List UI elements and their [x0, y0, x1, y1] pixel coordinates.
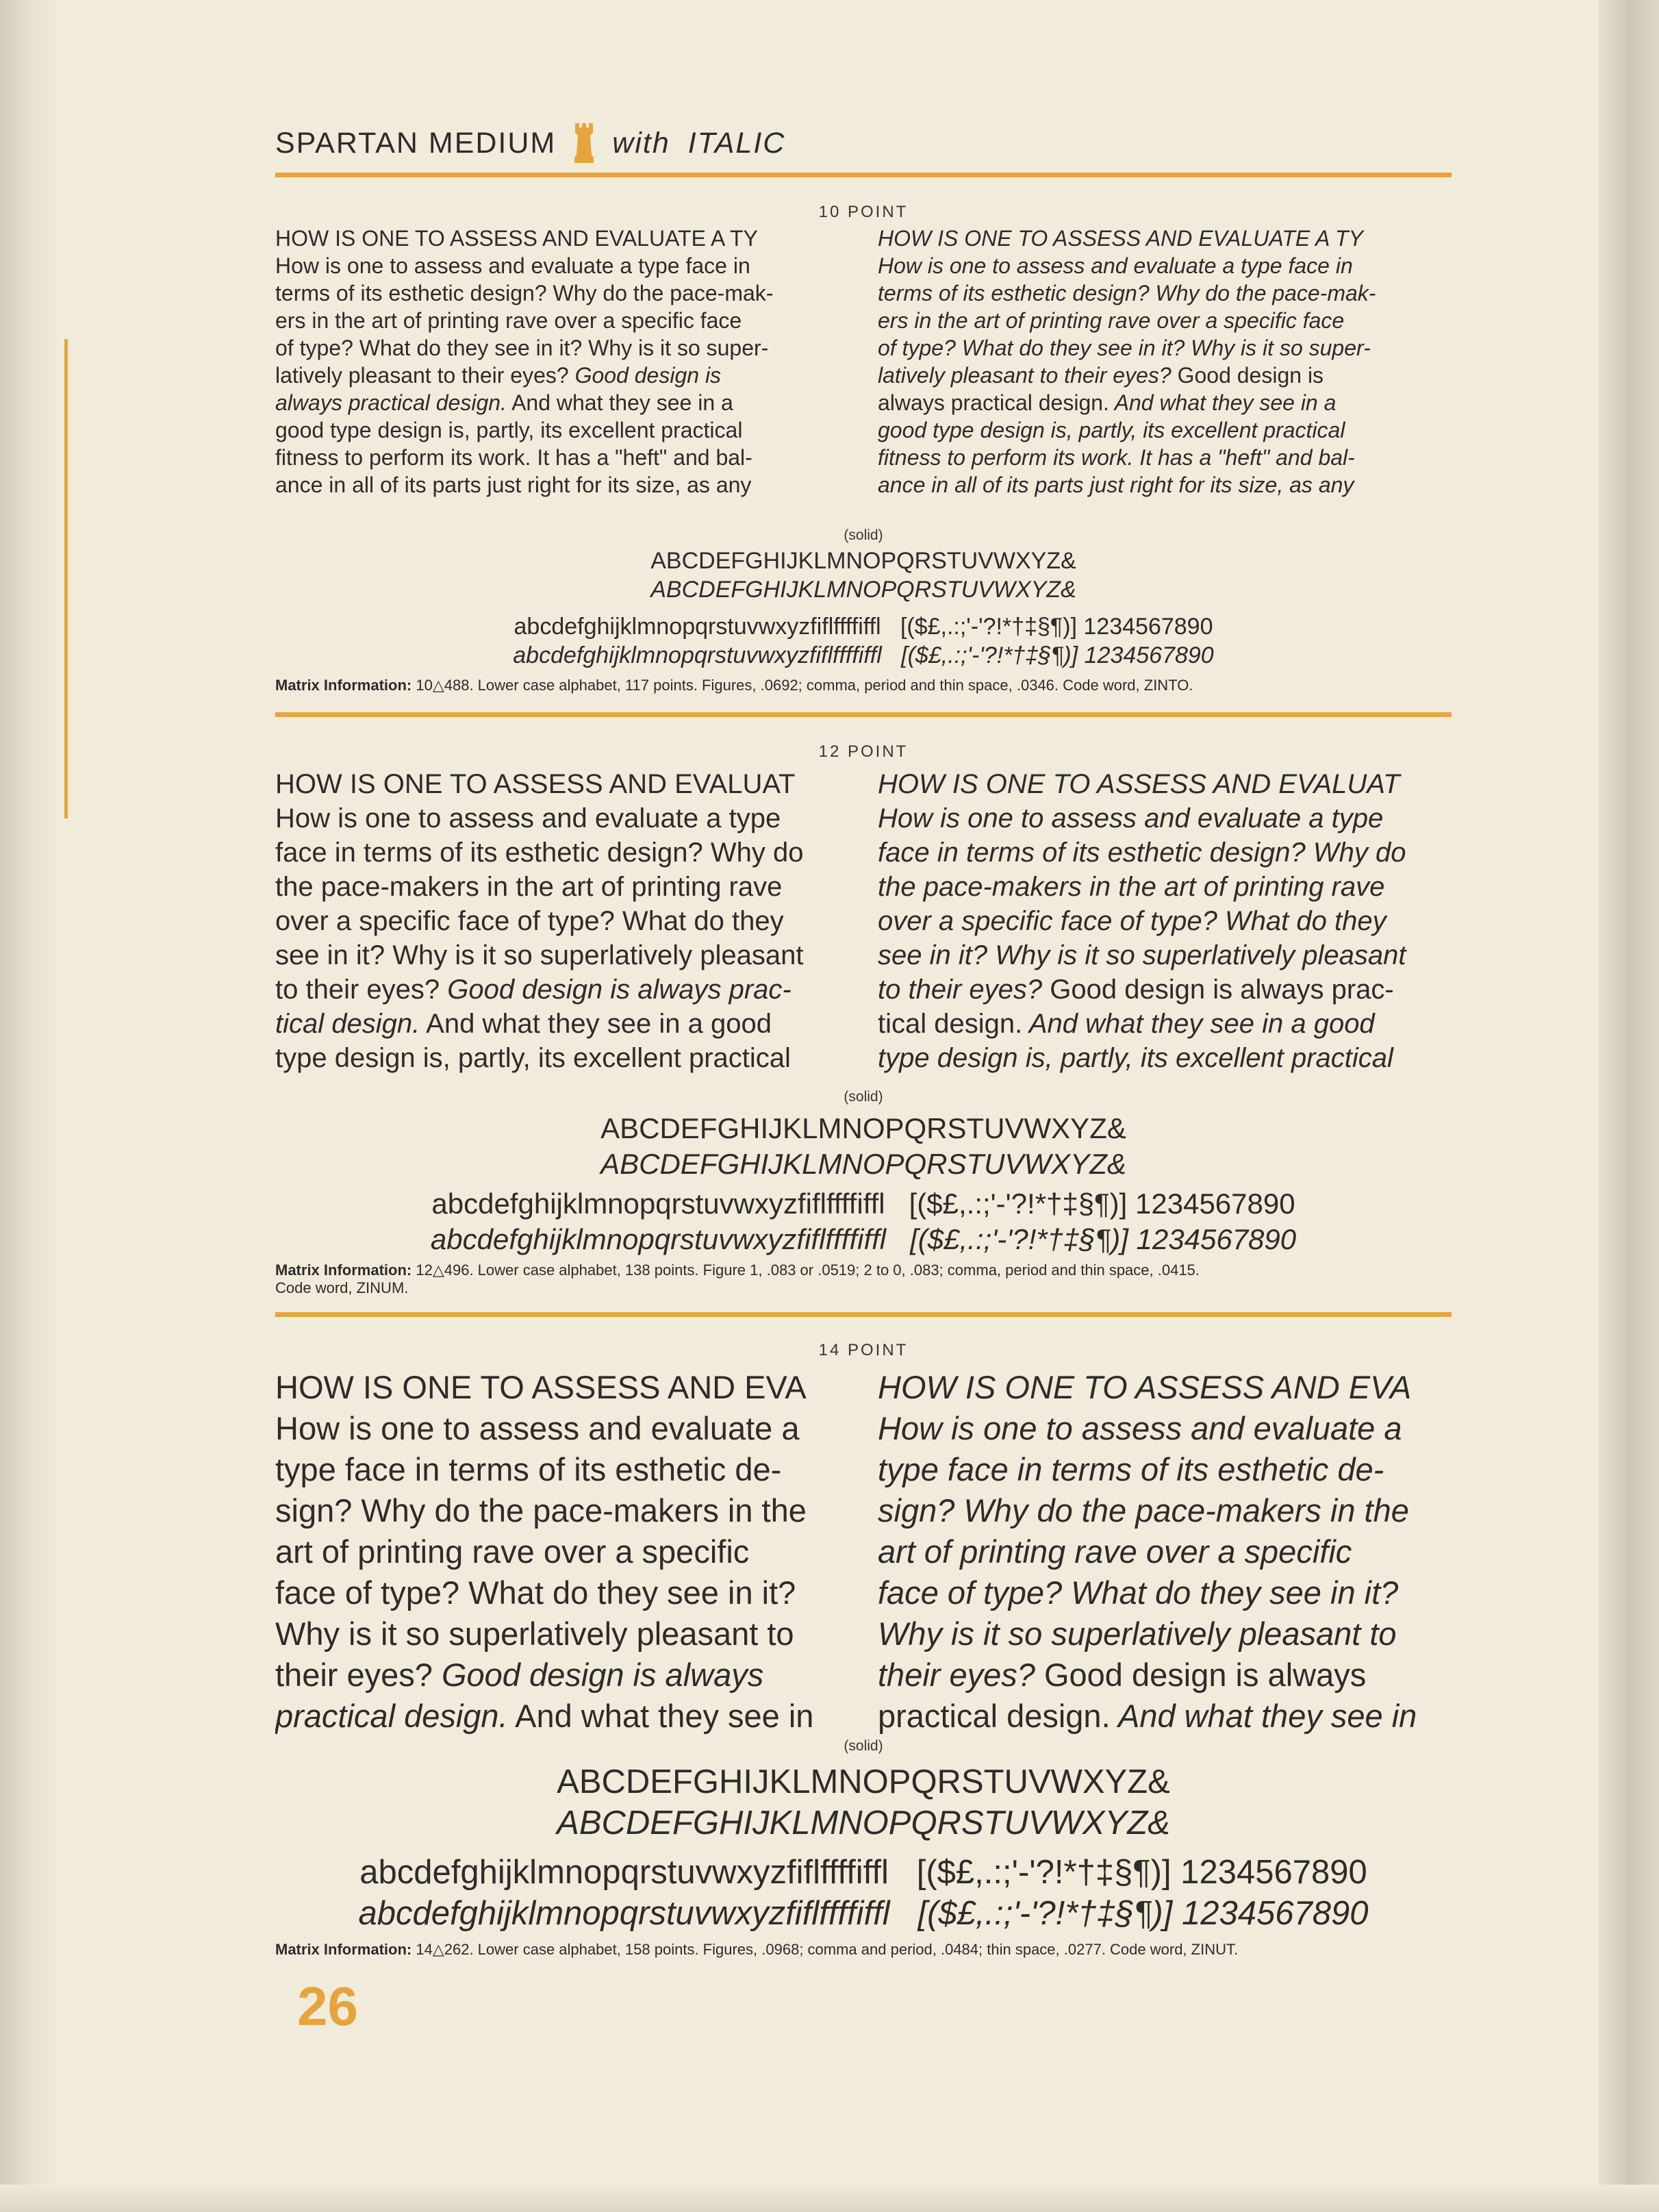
italic-run: always practical design.: [275, 390, 507, 415]
specimen-header: [275, 119, 1452, 167]
typeface-title: SPARTAN MEDIUM: [275, 126, 557, 160]
matrix-label: Matrix Information:: [275, 677, 412, 694]
size-label-10pt: 10 POINT: [818, 203, 909, 221]
sample-column-roman-10pt: [275, 225, 849, 499]
text-line: [275, 972, 850, 1007]
solid-note: (solid): [844, 1089, 883, 1105]
text-line: ance in all of its parts just right for its size, as any: [878, 473, 1354, 497]
text-line: fitness to perform its work. It has a "heft" and bal-: [275, 445, 752, 470]
text-line: face of type? What do they see in it?: [878, 1574, 1399, 1611]
text-line: ers in the art of printing rave over a specific face: [878, 308, 1345, 333]
sample-heading: HOW IS ONE TO ASSESS AND EVALUATE A TY: [275, 226, 758, 251]
lowercase-alphabet: abcdefghijklmnopqrstuvwxyzfiflffffiffl: [431, 1187, 885, 1220]
text-line: type face in terms of its esthetic de-: [275, 1451, 782, 1487]
text-line: sign? Why do the pace-makers in the: [275, 1492, 807, 1529]
text-line: terms of its esthetic design? Why do the pace-mak-: [878, 281, 1376, 305]
uppercase-alphabet: ABCDEFGHIJKLMNOPQRSTUVWXYZ&: [557, 1763, 1170, 1800]
sample-heading: HOW IS ONE TO ASSESS AND EVALUATE A TY: [878, 226, 1363, 251]
lowercase-alphabet-italic-row: [275, 641, 1452, 670]
section-rule: [275, 1312, 1452, 1317]
text-line: face of type? What do they see in it?: [275, 1574, 796, 1611]
rook-icon: [574, 122, 594, 164]
figures-and-symbols: [($£,.:;'-'?!*†‡§¶)] 1234567890: [909, 1187, 1295, 1220]
uppercase-alphabet: ABCDEFGHIJKLMNOPQRSTUVWXYZ&: [600, 1112, 1126, 1144]
text-run: their eyes?: [275, 1657, 433, 1693]
lowercase-alphabet: abcdefghijklmnopqrstuvwxyzfiflffffiffl: [514, 614, 881, 640]
text-line: [878, 972, 1452, 1007]
sample-heading: HOW IS ONE TO ASSESS AND EVA: [275, 1369, 807, 1405]
text-line: see in it? Why is it so superlatively pleasant: [878, 940, 1406, 970]
italic-run: practical design.: [275, 1698, 508, 1734]
text-line: sign? Why do the pace-makers in the: [878, 1492, 1409, 1529]
sample-column-italic-10pt: [878, 225, 1452, 499]
text-line: How is one to assess and evaluate a type: [275, 803, 781, 833]
text-line: of type? What do they see in it? Why is it so super-: [878, 336, 1371, 360]
text-line: the pace-makers in the art of printing rave: [878, 872, 1385, 902]
roman-run: Good design is: [1177, 363, 1324, 388]
italic-run: Good design is: [574, 363, 722, 388]
text-line: [878, 1007, 1452, 1041]
text-line: over a specific face of type? What do they: [878, 906, 1386, 936]
text-line: type face in terms of its esthetic de-: [878, 1451, 1384, 1487]
lowercase-alphabet-row: [275, 1852, 1452, 1893]
lowercase-alphabet: abcdefghijklmnopqrstuvwxyzfiflffffiffl: [359, 1854, 889, 1891]
text-line: Why is it so superlatively pleasant to: [878, 1616, 1397, 1652]
text-line: [878, 1655, 1452, 1696]
sample-heading: HOW IS ONE TO ASSESS AND EVA: [878, 1369, 1412, 1405]
figures-and-symbols: [($£,.:;'-'?!*†‡§¶)] 1234567890: [916, 1854, 1367, 1891]
text-line: face in terms of its esthetic design? Why do: [878, 838, 1406, 868]
sample-heading: HOW IS ONE TO ASSESS AND EVALUAT: [878, 769, 1400, 799]
text-line: art of printing rave over a specific: [275, 1533, 750, 1570]
header-rule: [275, 173, 1452, 177]
lowercase-alphabet-italic: abcdefghijklmnopqrstuvwxyzfiflffffiffl: [513, 642, 882, 668]
matrix-information-12pt: [275, 1261, 1452, 1297]
text-line: art of printing rave over a specific: [878, 1533, 1352, 1570]
text-line: type design is, partly, its excellent practical: [878, 1043, 1393, 1073]
text-run: And what they see in a good: [426, 1009, 772, 1039]
matrix-text-continued: Code word, ZINUM.: [275, 1279, 409, 1296]
text-line: [878, 389, 1452, 416]
sample-column-italic-14pt: [878, 1367, 1452, 1737]
roman-run: always practical design.: [878, 390, 1109, 415]
sample-column-roman-14pt: [275, 1367, 850, 1737]
text-run: And what they see in a: [511, 390, 733, 415]
lowercase-alphabet-italic-row: [275, 1222, 1452, 1257]
italic-run: And what they see in: [1117, 1698, 1417, 1734]
uppercase-alphabet-italic: ABCDEFGHIJKLMNOPQRSTUVWXYZ&: [557, 1805, 1170, 1842]
italic-run: to their eyes?: [878, 975, 1043, 1005]
italic-run: their eyes?: [878, 1657, 1035, 1693]
text-line: Why is it so superlatively pleasant to: [275, 1616, 794, 1652]
italic-run: And what they see in a: [1114, 390, 1337, 415]
text-line: [275, 1007, 850, 1041]
text-line: see in it? Why is it so superlatively pleasant: [275, 940, 804, 970]
italic-word: ITALIC: [687, 126, 786, 160]
italic-run: Good design is always prac-: [447, 975, 791, 1005]
text-line: over a specific face of type? What do they: [275, 906, 784, 936]
text-line: ers in the art of printing rave over a specific face: [275, 308, 742, 333]
italic-run: tical design.: [275, 1009, 420, 1039]
margin-mark: [64, 339, 68, 818]
text-line: type design is, partly, its excellent practical: [275, 1043, 791, 1073]
matrix-label: Matrix Information:: [275, 1261, 412, 1279]
uppercase-alphabet: ABCDEFGHIJKLMNOPQRSTUVWXYZ&: [650, 548, 1076, 574]
sample-column-italic-12pt: [878, 767, 1452, 1075]
text-line: How is one to assess and evaluate a: [275, 1410, 800, 1446]
roman-run: tical design.: [878, 1009, 1023, 1039]
text-line: [275, 1655, 850, 1696]
page-binding-edge: [0, 0, 56, 2212]
with-word: with: [612, 126, 670, 160]
text-line: the pace-makers in the art of printing rave: [275, 872, 783, 902]
sample-column-roman-12pt: [275, 767, 850, 1075]
text-run: latively pleasant to their eyes?: [275, 363, 569, 388]
next-page-edge: [1599, 0, 1659, 2212]
text-line: How is one to assess and evaluate a type face in: [275, 253, 750, 278]
italic-run: Good design is always: [441, 1657, 764, 1693]
text-line: [275, 362, 849, 389]
text-line: [878, 362, 1452, 389]
section-rule: [275, 712, 1452, 717]
text-line: [275, 389, 849, 416]
text-line: How is one to assess and evaluate a type face in: [878, 253, 1353, 278]
figures-and-symbols-italic: [($£,.:;'-'?!*†‡§¶)] 1234567890: [901, 642, 1214, 668]
uppercase-alphabet-italic: ABCDEFGHIJKLMNOPQRSTUVWXYZ&: [600, 1148, 1126, 1180]
text-line: fitness to perform its work. It has a "heft" and bal-: [878, 445, 1355, 470]
text-line: of type? What do they see in it? Why is it so super-: [275, 336, 769, 360]
roman-run: practical design.: [878, 1698, 1111, 1734]
page-bottom-edge: [0, 2185, 1659, 2212]
lowercase-alphabet-italic: abcdefghijklmnopqrstuvwxyzfiflffffiffl: [430, 1223, 887, 1255]
text-run: And what they see in: [515, 1698, 814, 1734]
matrix-text: 12△496. Lower case alphabet, 138 points. Figure 1, .083 or .0519; 2 to 0, .083; comma, period and thin space, .0415.: [416, 1261, 1200, 1279]
lowercase-alphabet-row: [275, 1186, 1452, 1222]
text-line: How is one to assess and evaluate a: [878, 1410, 1402, 1446]
text-run: to their eyes?: [275, 975, 440, 1005]
lowercase-alphabet-row: [275, 612, 1452, 641]
matrix-label: Matrix Information:: [275, 1941, 412, 1958]
solid-note: (solid): [844, 527, 883, 543]
figures-and-symbols-italic: [($£,.:;'-'?!*†‡§¶)] 1234567890: [917, 1895, 1369, 1932]
text-line: terms of its esthetic design? Why do the pace-mak-: [275, 281, 774, 305]
size-label-12pt: 12 POINT: [818, 742, 909, 761]
lowercase-alphabet-italic-row: [275, 1893, 1452, 1934]
text-line: good type design is, partly, its excellent practical: [275, 418, 743, 442]
italic-run: And what they see in a good: [1028, 1009, 1375, 1039]
matrix-information-10pt: [275, 677, 1452, 694]
roman-run: Good design is always prac-: [1050, 975, 1394, 1005]
lowercase-alphabet-italic: abcdefghijklmnopqrstuvwxyzfiflffffiffl: [358, 1895, 890, 1932]
text-line: How is one to assess and evaluate a type: [878, 803, 1384, 833]
matrix-text: 14△262. Lower case alphabet, 158 points. Figures, .0968; comma and period, .0484; thin space, .0277. Code word, ZINUT.: [416, 1941, 1239, 1958]
size-label-14pt: 14 POINT: [818, 1341, 909, 1359]
solid-note: (solid): [844, 1738, 883, 1754]
text-line: [878, 1696, 1452, 1737]
text-line: face in terms of its esthetic design? Why do: [275, 838, 804, 868]
text-line: good type design is, partly, its excellent practical: [878, 418, 1345, 442]
matrix-text: 10△488. Lower case alphabet, 117 points. Figures, .0692; comma, period and thin space, .0346. Code word, ZINTO.: [416, 677, 1193, 694]
matrix-information-14pt: [275, 1941, 1452, 1959]
figures-and-symbols: [($£,.:;'-'?!*†‡§¶)] 1234567890: [900, 614, 1213, 640]
page-number: 26: [297, 1976, 358, 2037]
text-line: ance in all of its parts just right for its size, as any: [275, 473, 752, 497]
uppercase-alphabet-italic: ABCDEFGHIJKLMNOPQRSTUVWXYZ&: [650, 577, 1076, 603]
roman-run: Good design is always: [1043, 1657, 1367, 1693]
italic-run: latively pleasant to their eyes?: [878, 363, 1172, 388]
sample-heading: HOW IS ONE TO ASSESS AND EVALUAT: [275, 769, 796, 799]
text-line: [275, 1696, 850, 1737]
figures-and-symbols-italic: [($£,.:;'-'?!*†‡§¶)] 1234567890: [910, 1223, 1297, 1255]
